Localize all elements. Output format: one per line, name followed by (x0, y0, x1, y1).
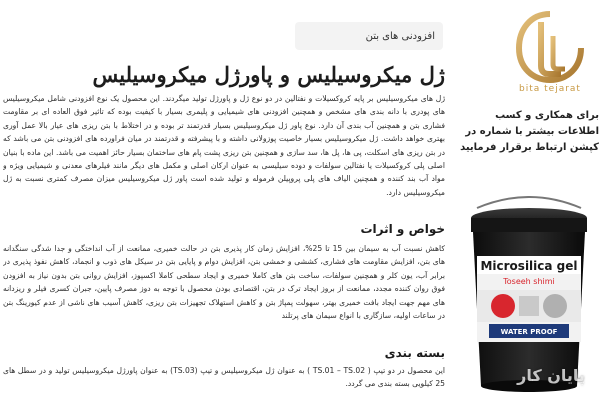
brand-logo (505, 6, 595, 96)
packaging-paragraph: این محصول در دو تیپ ( TS.01 – TS.02 ) به عنوان ژل میکروسیلیس و تیپ (TS.03) به عنوان پاورژل میکروسیلیس تولید و در سطل های 25 کیلویی بسته بندی می گردد. (3, 366, 445, 389)
contact-note (457, 108, 599, 156)
page-title: ژل میکروسیلیس و پاورژل میکروسیلیس (92, 62, 445, 87)
sidebar (455, 0, 600, 400)
brand-name: bita tejarat (519, 84, 581, 94)
bucket-tag: WATER PROOF (500, 328, 558, 336)
contact-line: برای همکاری و کسب (495, 110, 599, 121)
category-pill (295, 22, 443, 50)
contact-line: کپشن ارتباط برقرار فرمایید (460, 142, 599, 153)
bucket-subtitle: Toseeh shimi (503, 277, 555, 286)
bucket-label: Microsilica gel (480, 259, 578, 273)
intro-paragraph: ژل های میکروسیلیس بر پایه کروکسیلات و نفتالین در دو نوع ژل و پاورژل تولید میگردند. این محصول یک نوع افزودنی شامل میکروسیلیس های پودری با دانه بندی های مشخص و همچنین افزودنی های شیمیایی و پلیمری بسیار با کیفیت بوده که تاثیر فوق العاده ای بر مقاومت فشاری بتن و همچنین آب بندی آن دارد. نوع پاور ژل میکروسیلیس بسیار قدرتمند تر بوده و در اختلاط با بتن ریزی های عیار بالا عمل آوری بهتری خواهد داشت. ژل میکروسیلیس بسیار خاصیت پوزولانی داشته و با پیشرفته و قدرتمند در میان فراورده های افزودنی بتن می باشد که در بتن ریزی های اسکلت، پی ها، پل ها، سد سازی و همچنین بتن ریزی پشت پام های ساختمان بسیار حائز اهمیت می باشد. این ماده با بنیان اصلی پلی کروکسیلات یا نفتالین سولفات و دوده سیلیسی به عنوان ارکان اصلی و مکمل های دیگر مانند فیلرهای معدنی و شیمیایی ویژه و مواد آب بند کننده و همچنین الیاف های پلی پروپیلن فرموله و تولید شده است پاور ژل میکروسیلیس میزان مصرف کمتری نسبت به ژل میکروسیلیس دارد. (3, 94, 445, 197)
contact-line: اطلاعات بیشتر با شماره در (465, 126, 599, 137)
product-bucket-image (459, 196, 599, 394)
category-label: افزودنی های بتن (365, 30, 435, 42)
packaging-heading: بسته بندی (384, 346, 445, 360)
watermark: پایان کار (517, 366, 585, 385)
features-heading: خواص و اثرات (360, 222, 445, 236)
features-paragraph: کاهش نسبت آب به سیمان بین 15 تا 25%، افزایش زمان کار پذیری بتن در حالت خمیری، ممانعت از آب انداختگی و جدا شدگی سنگدانه های بتن، افزایش مقاومت های فشاری، کششی و خمشی بتن، افزایش دوام و پایایی بتن در سیکل های ذوب و انجماد، کاهش نفوذ پذیری در برابر آب، یون کلر و همچنین سولفات، ساخت بتن های کاملا خمیری و ایجاد سطحی کاملا اکسپوز، افزایش روانی بتن بدون نیاز به افزودن فوق روان کننده مجدد، ممانعت از بروز ایجاد ترک در بتن، اقتصادی بودن محصول با توجه به دوز مصرف پایین، جبران کسری فیلر و ریزدانه های مهم جهت ایجاد بافت خمیری بهتر، سهولت پمپاژ بتن و کاهش استهلاک تجهیزات بتن ریزی، کاهش آسیب های ناشی از عدم کیورینگ بتن در ساعات اولیه، سازگاری با انواع سیمان های پرتلند (3, 244, 445, 321)
